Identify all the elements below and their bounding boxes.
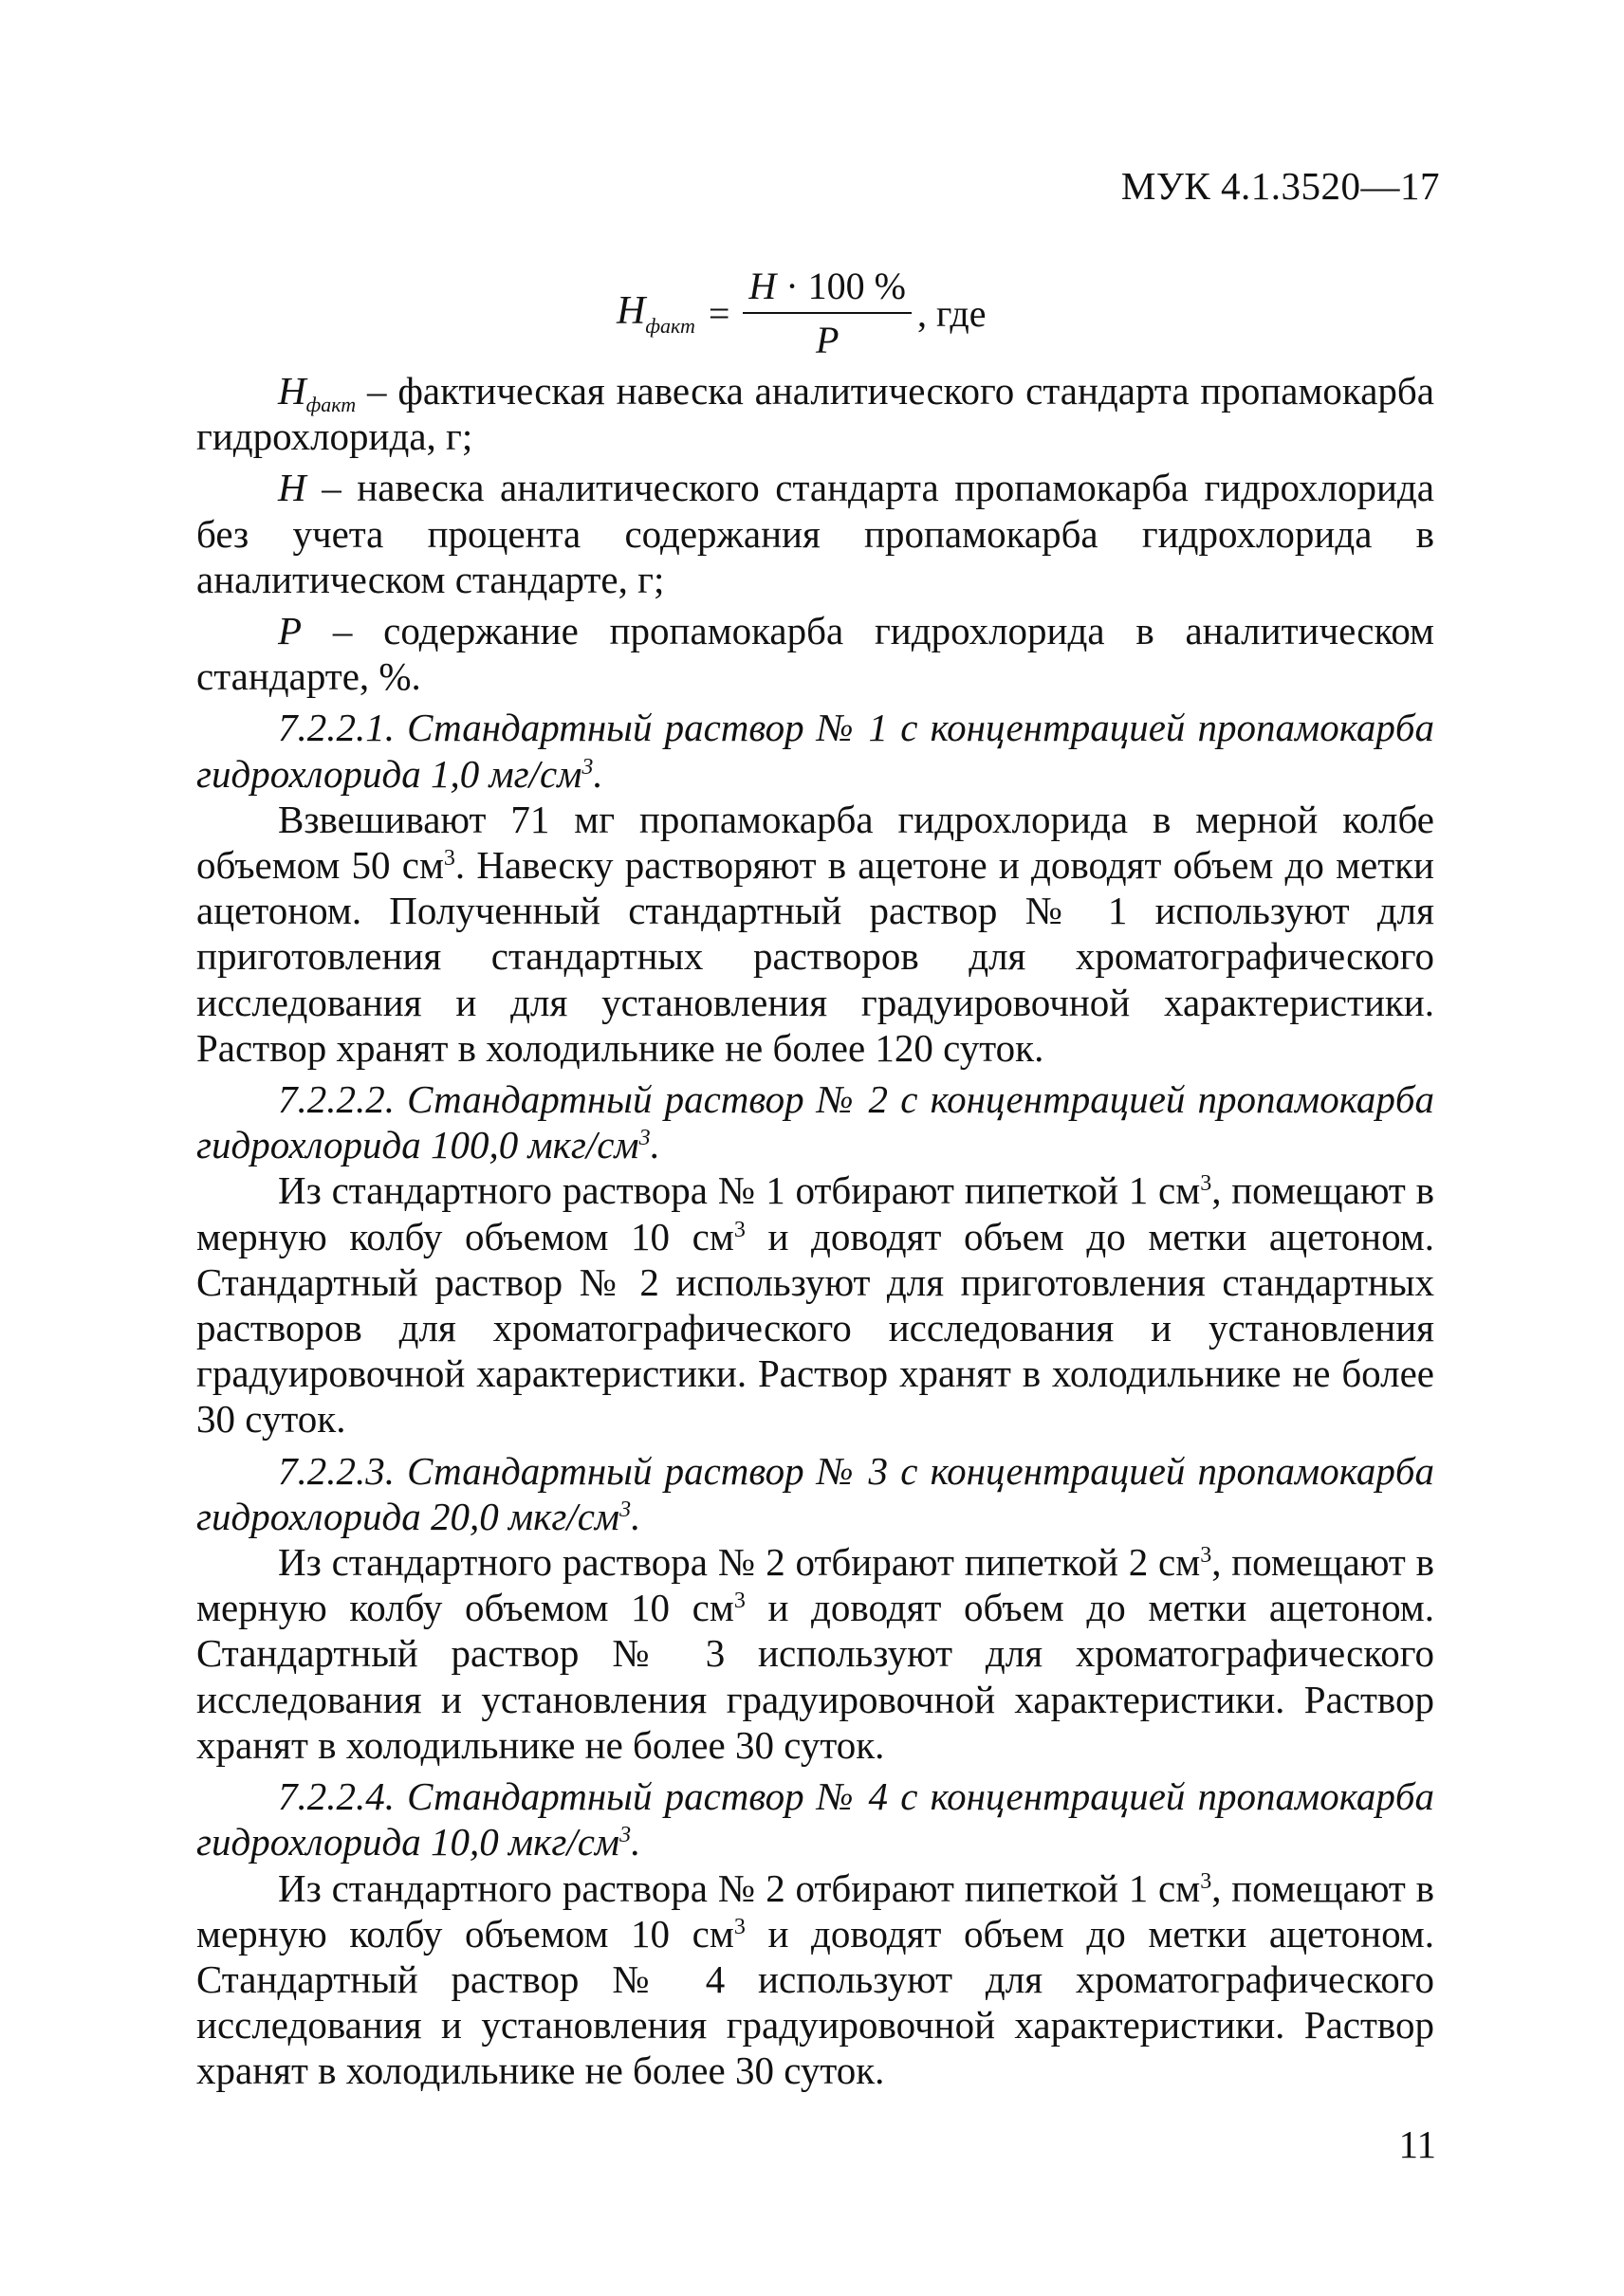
section-heading-2: 7.2.2.2. Стандартный раствор № 2 с концентрацией пропамокарба гидрохлорида 100,0 мкг/$см^3$. bbox=[196, 1077, 1434, 1167]
definition-h-fact: $H_{факт}$ – фактическая навеска аналитического стандарта пропамокарба гидрохлорида, г; bbox=[196, 369, 1434, 459]
formula-fraction bbox=[743, 264, 912, 362]
formula-lhs: $H_{факт}$ bbox=[617, 288, 695, 338]
section-heading-3: 7.2.2.3. Стандартный раствор № 3 с концентрацией пропамокарба гидрохлорида 20,0 мкг/$см^3$. bbox=[196, 1448, 1434, 1538]
section-heading-1: 7.2.2.1. Стандартный раствор № 1 с концентрацией пропамокарба гидрохлорида 1,0 $мг/см^3$. bbox=[196, 706, 1434, 796]
section-paragraph-4: Из стандартного раствора № 2 отбирают пипеткой 1 $см^3$, помещают в мерную колбу объемом 10 $см^3$ и доводят объем до метки ацетоном. Стандартный раствор № 4 используют для хроматографического исследования и установления градуировочной характеристики. Раствор хранят в холодильнике не более 30 суток. bbox=[196, 1865, 1434, 2093]
section-heading-4: 7.2.2.4. Стандартный раствор № 4 с концентрацией пропамокарба гидрохлорида 10,0 мкг/$см^3$. bbox=[196, 1774, 1434, 1864]
section-paragraph-2: Из стандартного раствора № 1 отбирают пипеткой 1 $см^3$, помещают в мерную колбу объемом 10 $см^3$ и доводят объем до метки ацетоном. Стандартный раствор № 2 используют для приготовления стандартных растворов для хроматографического исследования и установления градуировочной характеристики. Раствор хранят в холодильнике не более 30 суток. bbox=[196, 1168, 1434, 1442]
formula-tail: , где bbox=[916, 291, 987, 335]
document-code: МУК 4.1.3520—17 bbox=[1120, 164, 1440, 208]
formula-numerator: H · 100 % bbox=[748, 265, 906, 307]
page-number: 11 bbox=[1398, 2122, 1436, 2166]
body-text bbox=[196, 368, 1434, 2094]
section-paragraph-1: Взвешивают 71 мг пропамокарба гидрохлорида в мерной колбе объемом 50 $см^3$. Навеску растворяют в ацетоне и доводят объем до метки ацетоном. Полученный стандартный раствор № 1 используют для приготовления стандартных растворов для хроматографического исследования и для установления градуировочной характеристики. Раствор хранят в холодильнике не более 120 суток. bbox=[196, 797, 1435, 1070]
definition-p: P – содержание пропамокарба гидрохлорида в аналитическом стандарте, %. bbox=[196, 609, 1434, 699]
formula bbox=[617, 256, 986, 370]
formula-denominator: P bbox=[815, 319, 840, 361]
formula-equals: = bbox=[708, 291, 730, 335]
definition-h: H – навеска аналитического стандарта пропамокарба гидрохлорида без учета процента содержания пропамокарба гидрохлорида в аналитическом стандарте, г; bbox=[196, 466, 1434, 601]
section-paragraph-3: Из стандартного раствора № 2 отбирают пипеткой 2 $см^3$, помещают в мерную колбу объемом 10 $см^3$ и доводят объем до метки ацетоном. Стандартный раствор № 3 используют для хроматографического исследования и установления градуировочной характеристики. Раствор хранят в холодильнике не более 30 суток. bbox=[196, 1540, 1434, 1767]
